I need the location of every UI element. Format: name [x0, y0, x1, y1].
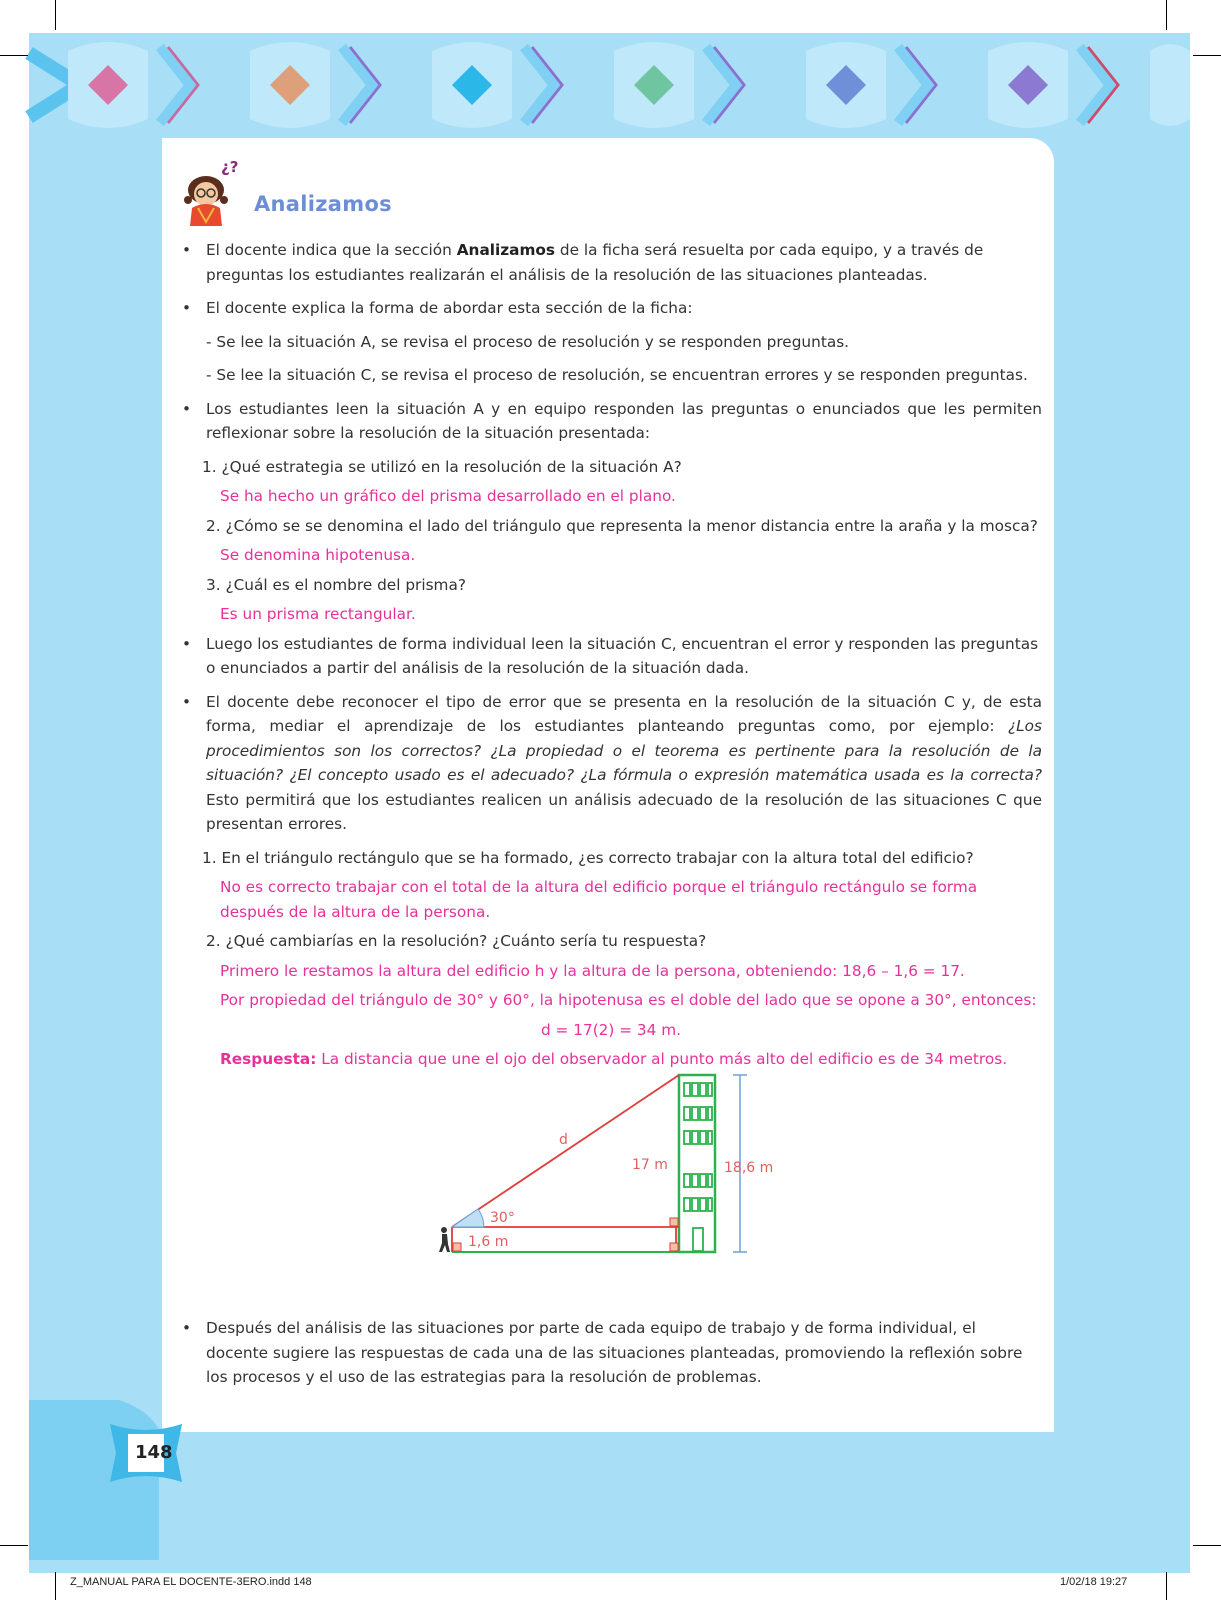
sub-item: - Se lee la situación C, se revisa el proceso de resolución, se encuentran errores y se responden preguntas.: [206, 366, 1028, 384]
bullet-item: • El docente debe reconocer el tipo de error que se presenta en la resolución de la situación C y, de esta forma, mediar el aprendizaje de los estudiantes planteando preguntas como, por ejemplo: ¿Los procedimientos son los correctos? ¿La propiedad o el teorema es pertinente para la resolución de la situación? ¿El concepto usado es el adecuado? ¿La fórmula o expresión matemática usada es la correcta? Esto permitirá que los estudiantes realicen un análisis adecuado de la resolución de las situaciones C que presentan errores.: [180, 690, 1042, 837]
building-icon: [679, 1075, 715, 1252]
answer: Es un prisma rectangular.: [220, 605, 416, 623]
answer: Por propiedad del triángulo de 30° y 60°, la hipotenusa es el doble del lado que se opone a 30°, entonces:: [220, 991, 1037, 1009]
answer: Primero le restamos la altura del edificio h y la altura de la persona, obteniendo: 18,6 – 1,6 = 17.: [220, 961, 965, 980]
bullet-item: • El docente indica que la sección Analizamos de la ficha será resuelta por cada equipo, y a través de preguntas los estudiantes realizarán el análisis de la resolución de las situaciones planteadas.: [180, 238, 1042, 287]
angle-marker: [452, 1209, 484, 1227]
decorative-banner: [0, 33, 1221, 138]
closing-paragraph: [180, 1316, 1042, 1399]
question: 3. ¿Cuál es el nombre del prisma?: [206, 575, 466, 594]
main-content: [180, 238, 1042, 1077]
question: 1. En el triángulo rectángulo que se ha formado, ¿es correcto trabajar con la altura total del edificio?: [202, 848, 974, 867]
opposite-label: 17 m: [632, 1157, 668, 1173]
crop-mark: [55, 1572, 56, 1600]
sub-item: - Se lee la situación A, se revisa el proceso de resolución y se responden preguntas.: [206, 332, 850, 351]
crop-mark: [1193, 55, 1221, 56]
question: 2. ¿Qué cambiarías en la resolución? ¿Cuánto sería tu respuesta?: [206, 932, 707, 950]
section-title: Analizamos: [254, 192, 392, 216]
crop-mark: [0, 55, 28, 56]
right-angle-marker: [670, 1218, 678, 1226]
angle-label: 30°: [490, 1210, 515, 1226]
page-number: 148: [135, 1442, 173, 1463]
question-symbol: ¿?: [221, 158, 239, 176]
bullet-item: • Los estudiantes leen la situación A y en equipo responden las preguntas o enunciados que les permiten reflexionar sobre la resolución de la situación presentada:: [180, 397, 1042, 446]
crop-mark: [1166, 1572, 1167, 1600]
right-angle-marker: [453, 1243, 461, 1251]
file-slug: Z_MANUAL PARA EL DOCENTE-3ERO.indd 148: [70, 1576, 312, 1588]
person-height-label: 1,6 m: [468, 1234, 509, 1250]
answer: Se ha hecho un gráfico del prisma desarrollado en el plano.: [220, 487, 676, 505]
question: 1. ¿Qué estrategia se utilizó en la resolución de la situación A?: [202, 457, 682, 476]
answer: Se denomina hipotenusa.: [220, 546, 416, 564]
crop-mark: [55, 0, 56, 30]
crop-mark: [1166, 0, 1167, 30]
bullet-item: • El docente explica la forma de abordar esta sección de la ficha:: [180, 296, 1042, 321]
crop-mark: [0, 1545, 28, 1546]
person-icon: [439, 1227, 450, 1252]
triangle-building-figure: [430, 1070, 790, 1270]
question: 2. ¿Cómo se se denomina el lado del triángulo que representa la menor distancia entre la araña y la mosca?: [206, 516, 1038, 535]
date-slug: 1/02/18 19:27: [1060, 1576, 1128, 1588]
formula: d = 17(2) = 34 m.: [540, 1020, 682, 1039]
total-height-label: 18,6 m: [724, 1160, 774, 1176]
bullet-item: • Luego los estudiantes de forma individual leen la situación C, encuentran el error y responden las preguntas o enunciados a partir del análisis de la resolución de la situación dada.: [180, 632, 1042, 681]
bullet-item: • Después del análisis de las situaciones por parte de cada equipo de trabajo y de forma individual, el docente sugiere las respuestas de cada una de las situaciones planteadas, promoviendo la reflexión sobre los procesos y el uso de las estrategias para la resolución de problemas.: [180, 1316, 1042, 1390]
answer: No es correcto trabajar con el total de la altura del edificio porque el triángulo rectángulo se forma después de la altura de la persona.: [220, 878, 978, 921]
right-angle-marker: [670, 1243, 678, 1251]
final-answer: Respuesta: La distancia que une el ojo del observador al punto más alto del edificio es de 34 metros.: [220, 1050, 1008, 1068]
hyp-label: d: [559, 1132, 568, 1148]
crop-mark: [1193, 1545, 1221, 1546]
